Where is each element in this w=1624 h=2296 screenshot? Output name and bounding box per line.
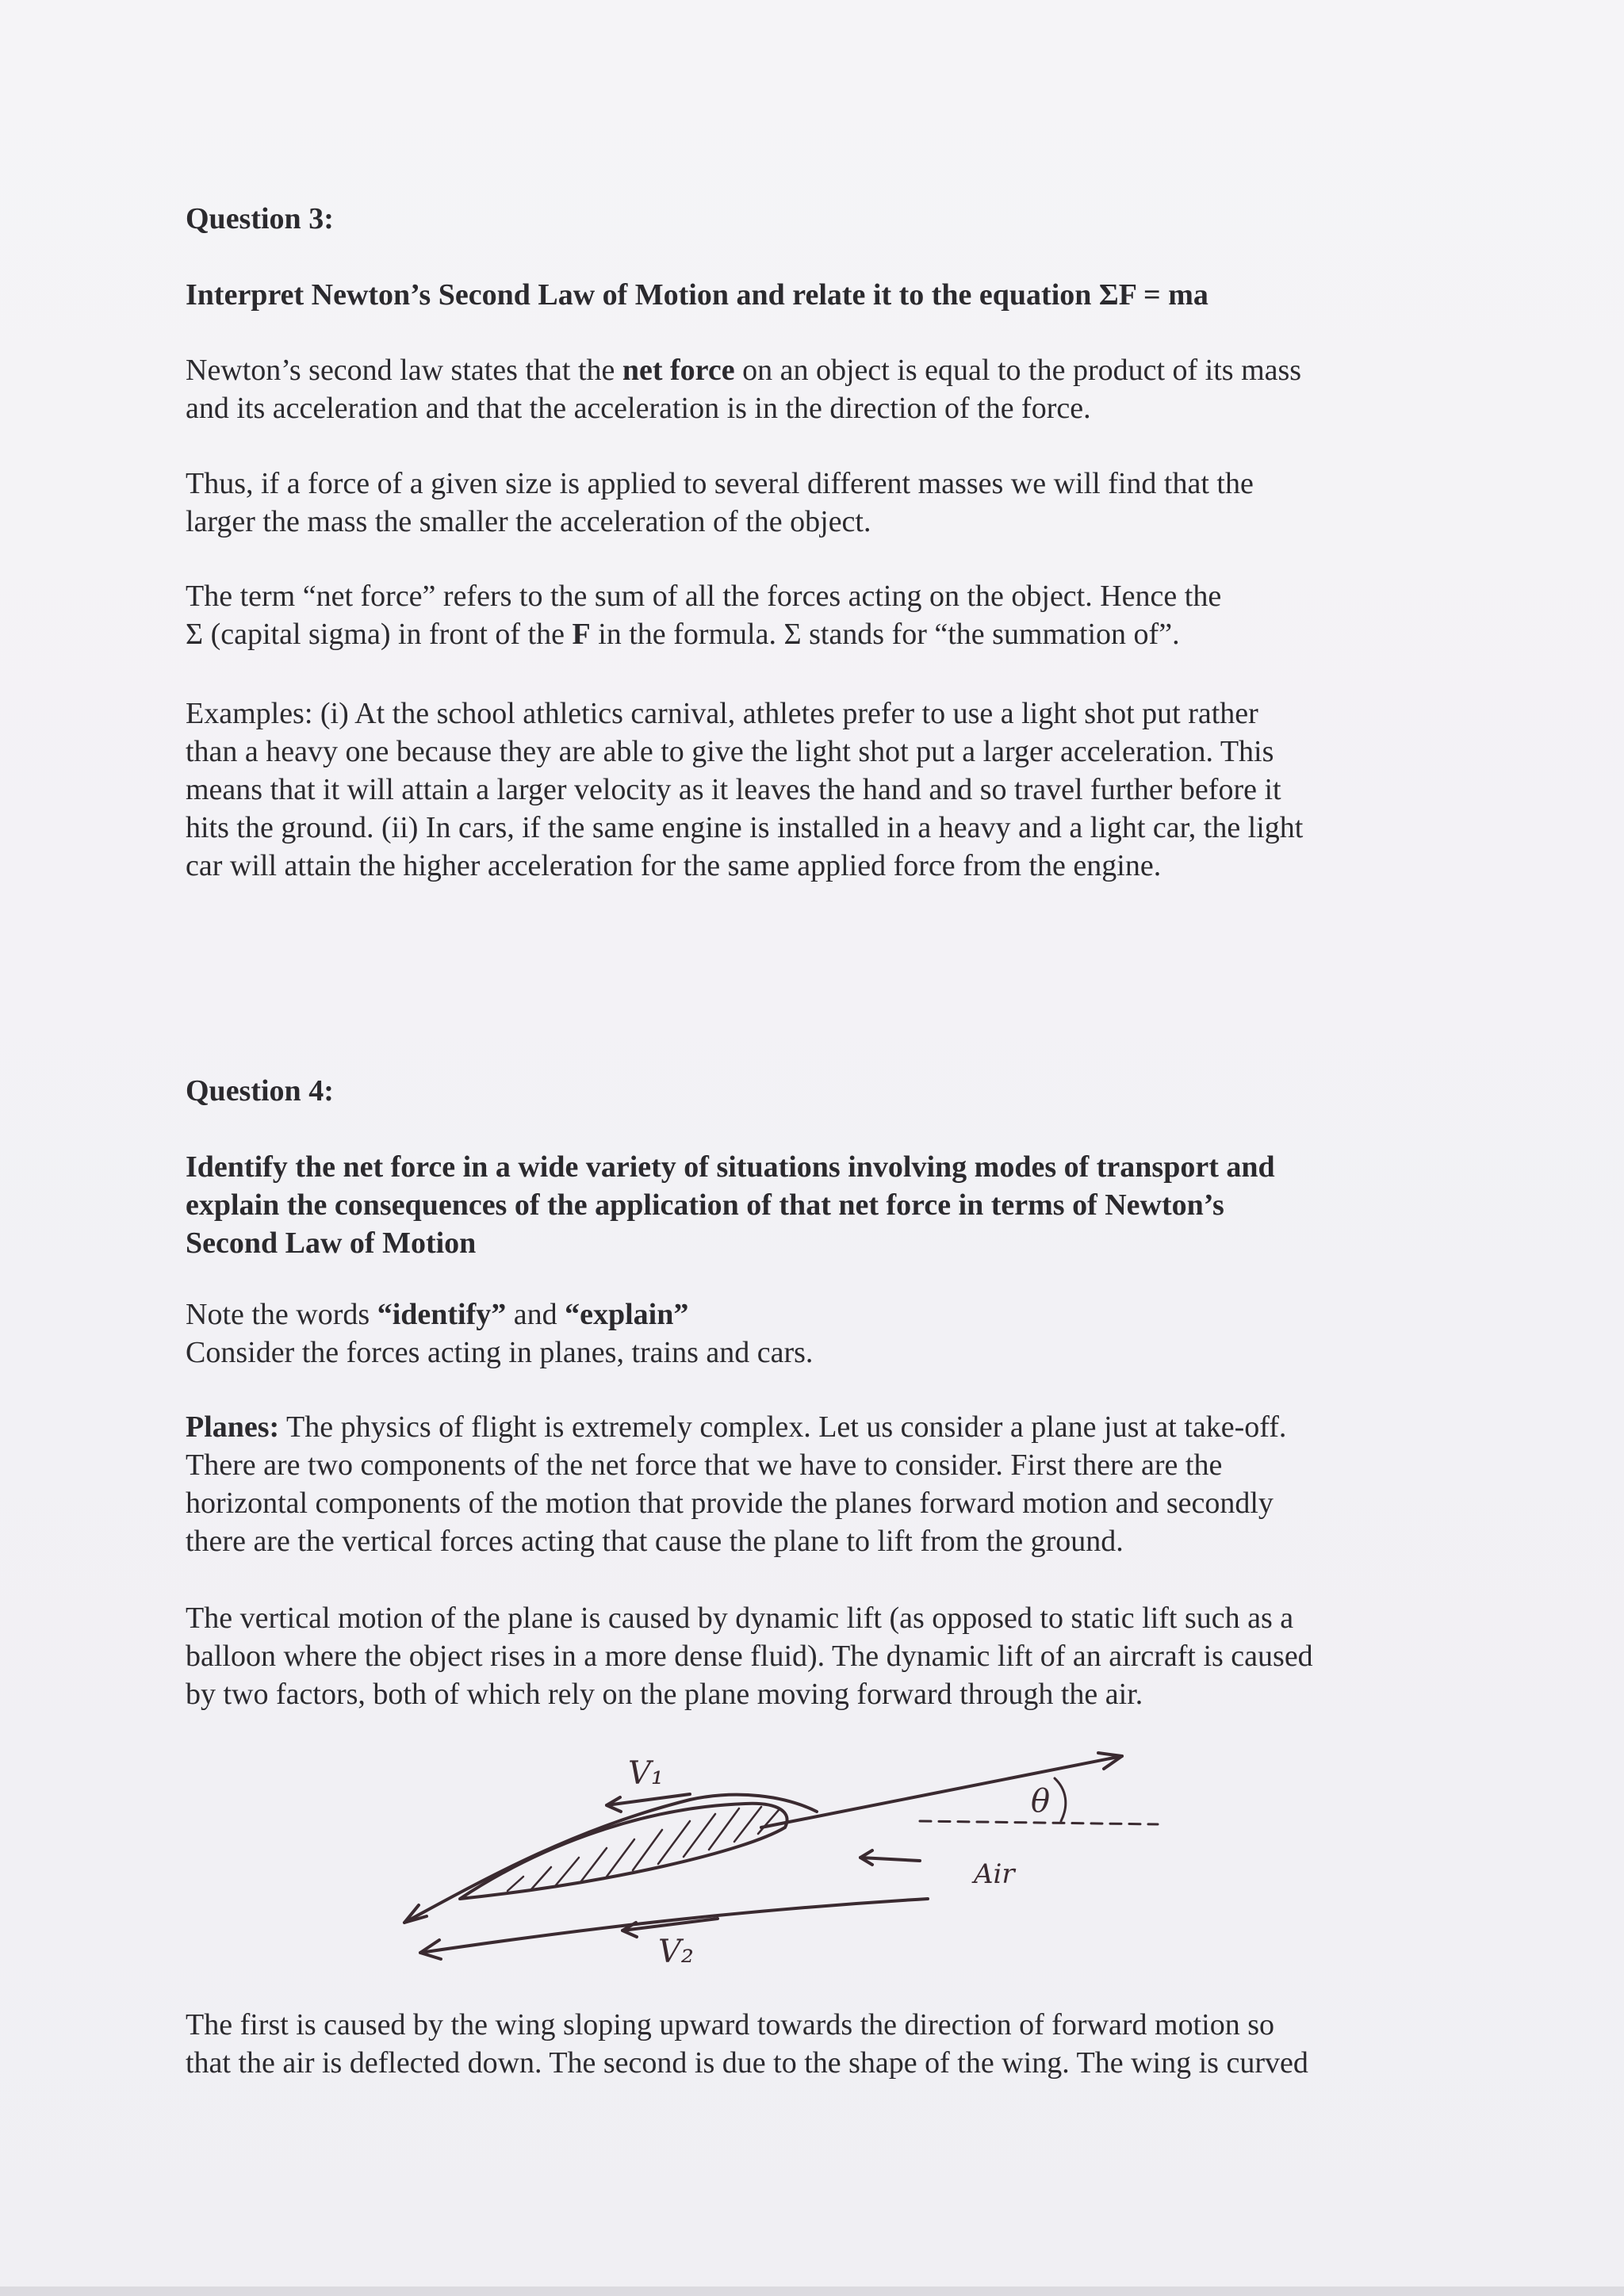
question-4-label: Question 4: [186, 1074, 334, 1108]
theta-label: θ [1031, 1783, 1051, 1820]
question-3-label: Question 3: [186, 202, 334, 235]
wing-airflow-diagram [373, 1740, 1182, 1970]
question-3-heading: Interpret Newton’s Second Law of Motion and relate it to the equation ΣF = ma [186, 278, 1208, 312]
paragraph-planes: Planes: The physics of flight is extremely complex. Let us consider a plane just at take-off. There are two components of the net force that we have to consider. First there are the horizontal components of the motion that provide the planes forward motion and secondly there are the vertical forces acting that cause the plane to lift from the ground. [186, 1410, 1287, 1558]
chord-line [761, 1756, 1122, 1827]
v1-label: V₁ [628, 1755, 664, 1792]
question-4-heading: Identify the net force in a wide variety of situations involving modes of transport and explain the consequences of the application of that net force in terms of Newton’s Second Law of Motion [186, 1150, 1275, 1260]
theta-arc [1055, 1778, 1066, 1821]
paragraph-vertical-motion: The vertical motion of the plane is caused by dynamic lift (as opposed to static lift such as a balloon where the object rises in a more dense fluid). The dynamic lift of an aircraft is caused by two factors, both of which rely on the plane moving forward through the air. [186, 1601, 1313, 1711]
paragraph-note: Note the words “identify” and “explain” Consider the forces acting in planes, trains and cars. [186, 1298, 814, 1369]
horizontal-reference [920, 1821, 1158, 1824]
air-arrow [860, 1858, 920, 1861]
page-bottom-edge [0, 2286, 1624, 2296]
paragraph-mass-acceleration: Thus, if a force of a given size is applied to several different masses we will find that the larger the mass the smaller the acceleration of the object. [186, 467, 1254, 538]
air-label: Air [974, 1858, 1015, 1890]
paragraph-sigma: The term “net force” refers to the sum of all the forces acting on the object. Hence the Σ (capital sigma) in front of the F in the formula. Σ stands for “the summation of”. [186, 580, 1222, 651]
paragraph-examples: Examples: (i) At the school athletics carnival, athletes prefer to use a light shot put rather than a heavy one because they are able to give the light shot put a larger acceleration. This means that it will attain a larger velocity as it leaves the hand and so travel further before it hits the ground. (ii) In cars, if the same engine is installed in a heavy and a light car, the light car will attain the higher acceleration for the same applied force from the engine. [186, 697, 1304, 882]
v2-label: V₂ [658, 1934, 694, 1970]
paragraph-net-force: Newton’s second law states that the net force on an object is equal to the product of its mass and its acceleration and that the acceleration is in the direction of the force. [186, 354, 1302, 425]
paragraph-first-factor: The first is caused by the wing sloping upward towards the direction of forward motion so that the air is deflected down. The second is due to the shape of the wing. The wing is curved [186, 2008, 1308, 2080]
